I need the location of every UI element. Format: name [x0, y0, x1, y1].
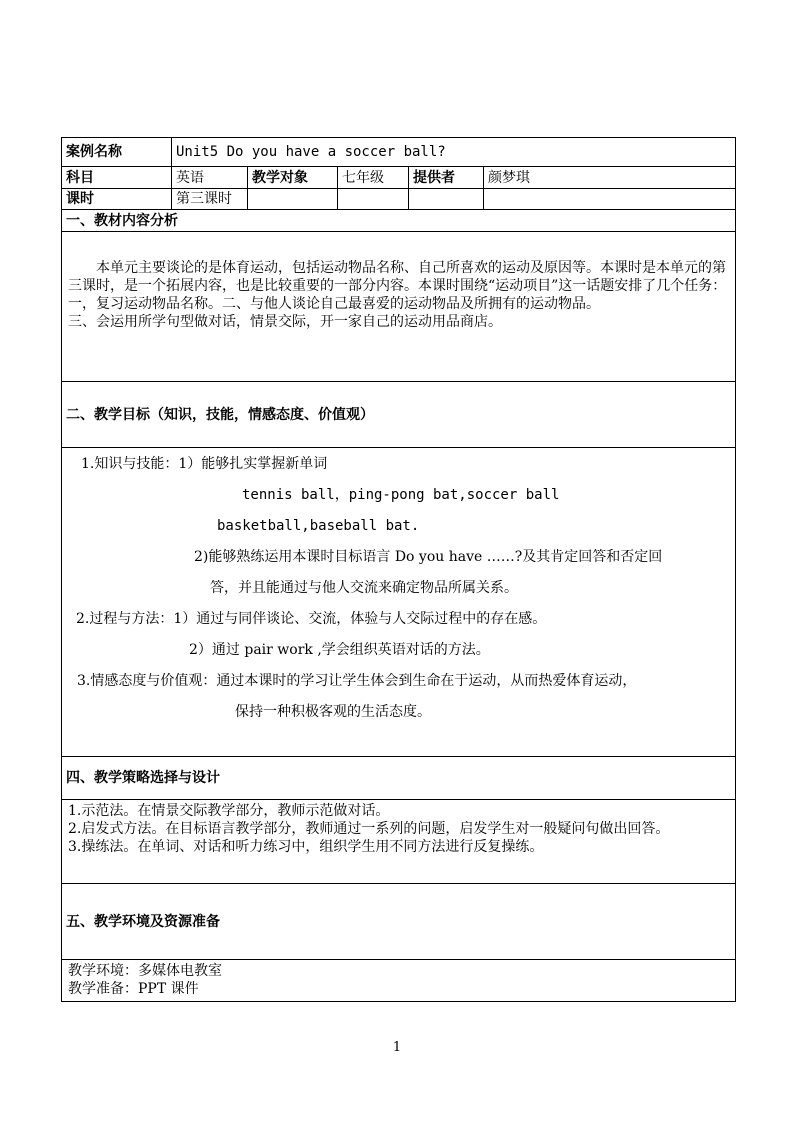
case-name-row	[62, 138, 736, 167]
preparation-line: 教学准备：PPT 课件	[68, 981, 199, 997]
audience-value: 七年级	[338, 167, 409, 189]
empty-cell	[248, 189, 338, 210]
section4-body-row	[62, 800, 736, 884]
section2-body-row	[62, 448, 736, 757]
audience-label: 教学对象	[248, 167, 338, 189]
goal-line-4: 2)能够熟练运用本课时目标语言 Do you have ……?及其肯定回答和否定回	[194, 549, 663, 565]
period-label: 课时	[62, 189, 172, 210]
section2-body	[62, 448, 736, 757]
section4-title: 四、教学策略选择与设计	[62, 757, 736, 800]
empty-cell	[484, 189, 736, 210]
section1-title-row	[62, 210, 736, 232]
period-row	[62, 189, 736, 210]
goal-line-7: 2）通过 pair work ,学会组织英语对话的方法。	[189, 642, 490, 658]
empty-cell	[409, 189, 484, 210]
provider-label: 提供者	[409, 167, 484, 189]
goal-line-2: tennis ball，ping-pong bat,soccer ball	[242, 487, 560, 503]
section1-body-row	[62, 232, 736, 382]
section5-title: 五、教学环境及资源准备	[62, 884, 736, 960]
period-value: 第三课时	[172, 189, 248, 210]
case-name-label: 案例名称	[62, 138, 172, 167]
goal-line-1: 1.知识与技能：1）能够扎实掌握新单词	[81, 456, 328, 472]
subject-value: 英语	[172, 167, 248, 189]
goal-line-8: 3.情感态度与价值观：通过本课时的学习让学生体会到生命在于运动，从而热爱体育运动，	[77, 673, 637, 689]
section1-paragraph-1: 本单元主要谈论的是体育运动，包括运动物品名称、自己所喜欢的运动及原因等。本课时是本单元的第三课时，是一个拓展内容，也是比较重要的一部分内容。本课时围绕“运动项目”这一话题安排了几个任务：一，复习运动物品名称。二、与他人谈论自己最喜爱的运动物品及所拥有的运动物品。	[68, 260, 727, 312]
section5-title-row	[62, 884, 736, 960]
section1-title: 一、教材内容分析	[62, 210, 736, 232]
strategy-item-3: 3.操练法。在单词、对话和听力练习中，组织学生用不同方法进行反复操练。	[68, 839, 544, 855]
goal-line-3: basketball,baseball bat.	[217, 518, 420, 534]
goal-line-6: 2.过程与方法：1）通过与同伴谈论、交流，体验与人交际过程中的存在感。	[76, 611, 547, 627]
provider-value: 颜梦琪	[484, 167, 736, 189]
section4-body	[62, 800, 736, 884]
section1-paragraph-2: 三、会运用所学句型做对话，情景交际，开一家自己的运动用品商店。	[68, 314, 502, 330]
subject-row	[62, 167, 736, 189]
environment-line: 教学环境：多媒体电教室	[68, 963, 222, 979]
goal-line-5: 答，并且能通过与他人交流来确定物品所属关系。	[210, 580, 518, 596]
empty-cell	[338, 189, 409, 210]
case-name-value: Unit5 Do you have a soccer ball?	[172, 138, 736, 167]
goal-line-9: 保持一种积极客观的生活态度。	[235, 704, 431, 720]
strategy-item-2: 2.启发式方法。在目标语言教学部分，教师通过一系列的问题，启发学生对一般疑问句做出回答。	[68, 821, 670, 837]
section5-body	[62, 960, 736, 1002]
lesson-plan-table	[61, 137, 736, 1002]
section5-body-row	[62, 960, 736, 1002]
section2-title: 二、教学目标（知识，技能，情感态度、价值观）	[62, 382, 736, 448]
section2-title-row	[62, 382, 736, 448]
strategy-item-1: 1.示范法。在情景交际教学部分，教师示范做对话。	[68, 803, 390, 819]
section4-title-row	[62, 757, 736, 800]
page-number: 1	[392, 1040, 402, 1055]
section1-body	[62, 232, 736, 382]
subject-label: 科目	[62, 167, 172, 189]
